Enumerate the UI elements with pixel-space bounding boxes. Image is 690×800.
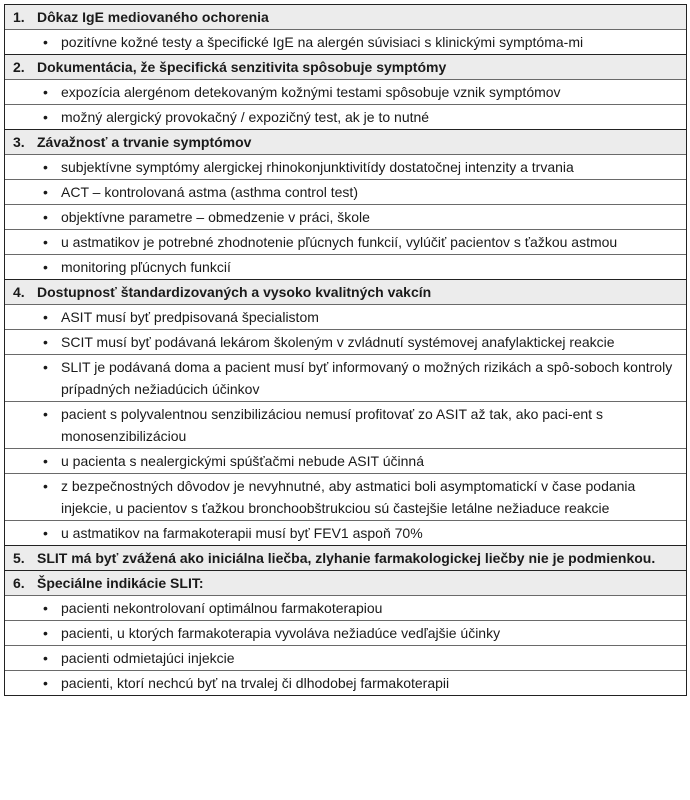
list-item <box>5 104 686 129</box>
section-header <box>5 54 686 79</box>
criteria-table <box>4 4 687 696</box>
list-item-text: SCIT musí byť podávaná lekárom školeným v zvládnutí systémovej anafylaktickej reakcie <box>61 334 615 350</box>
list-item-text: pacienti nekontrolovaní optimálnou farmakoterapiou <box>61 600 383 616</box>
section-number: 5. <box>13 550 25 566</box>
list-item-text: objektívne parametre – obmedzenie v práci, škole <box>61 209 370 225</box>
section-title: Dokumentácia, že špecifická senzitivita spôsobuje symptómy <box>37 59 447 75</box>
list-item-text: subjektívne symptómy alergickej rhinokonjunktivitídy dostatočnej intenzity a trvania <box>61 159 574 175</box>
section-title: Špeciálne indikácie SLIT: <box>37 575 204 591</box>
bullet-icon: • <box>43 625 48 641</box>
section-title: Dôkaz IgE mediovaného ochorenia <box>37 9 269 25</box>
section-header <box>5 129 686 154</box>
list-item <box>5 645 686 670</box>
list-item <box>5 448 686 473</box>
list-item <box>5 229 686 254</box>
list-item-text: pacient s polyvalentnou senzibilizáciou nemusí profitovať zo ASIT až tak, ako paci-ent s monosenzibilizáciou <box>61 406 603 444</box>
list-item <box>5 401 686 448</box>
list-item <box>5 304 686 329</box>
bullet-icon: • <box>43 34 48 50</box>
list-item-text: pacienti, u ktorých farmakoterapia vyvoláva nežiadúce vedľajšie účinky <box>61 625 501 641</box>
bullet-icon: • <box>43 109 48 125</box>
list-item-text: u astmatikov je potrebné zhodnotenie pľúcnych funkcií, vylúčiť pacientov s ťažkou astmou <box>61 234 618 250</box>
section-5 <box>5 545 686 570</box>
list-item-text: ACT – kontrolovaná astma (asthma control test) <box>61 184 358 200</box>
section-header <box>5 570 686 595</box>
section-header <box>5 545 686 570</box>
section-number: 6. <box>13 575 25 591</box>
list-item <box>5 520 686 545</box>
section-number: 1. <box>13 9 25 25</box>
list-item-text: z bezpečnostných dôvodov je nevyhnutné, aby astmatici boli asymptomatickí v čase podania injekcie, u pacientov s ťažkou bronchoobštrukciou sú častejšie letálne nežiaduce reakcie <box>61 478 636 516</box>
list-item-text: ASIT musí byť predpisovaná špecialistom <box>61 309 319 325</box>
bullet-icon: • <box>43 675 48 691</box>
bullet-icon: • <box>43 184 48 200</box>
bullet-icon: • <box>43 453 48 469</box>
bullet-icon: • <box>43 359 48 375</box>
list-item-text: pozitívne kožné testy a špecifické IgE na alergén súvisiaci s klinickými symptóma-mi <box>61 34 584 50</box>
bullet-icon: • <box>43 84 48 100</box>
section-header <box>5 279 686 304</box>
list-item <box>5 204 686 229</box>
bullet-icon: • <box>43 525 48 541</box>
list-item <box>5 29 686 54</box>
list-item <box>5 329 686 354</box>
section-4 <box>5 279 686 545</box>
section-title: Dostupnosť štandardizovaných a vysoko kvalitných vakcín <box>37 284 432 300</box>
section-number: 2. <box>13 59 25 75</box>
section-1 <box>5 5 686 54</box>
list-item-text: možný alergický provokačný / expozičný test, ak je to nutné <box>61 109 430 125</box>
list-item-text: u astmatikov na farmakoterapii musí byť FEV1 aspoň 70% <box>61 525 423 541</box>
list-item <box>5 79 686 104</box>
section-number: 4. <box>13 284 25 300</box>
bullet-icon: • <box>43 259 48 275</box>
section-6 <box>5 570 686 695</box>
list-item <box>5 670 686 695</box>
bullet-icon: • <box>43 209 48 225</box>
list-item <box>5 595 686 620</box>
section-header <box>5 5 686 29</box>
bullet-icon: • <box>43 234 48 250</box>
list-item-text: u pacienta s nealergickými spúšťačmi nebude ASIT účinná <box>61 453 424 469</box>
bullet-icon: • <box>43 406 48 422</box>
bullet-icon: • <box>43 334 48 350</box>
list-item <box>5 179 686 204</box>
bullet-icon: • <box>43 650 48 666</box>
section-2 <box>5 54 686 129</box>
section-number: 3. <box>13 134 25 150</box>
bullet-icon: • <box>43 478 48 494</box>
bullet-icon: • <box>43 600 48 616</box>
bullet-icon: • <box>43 309 48 325</box>
section-3 <box>5 129 686 279</box>
list-item <box>5 354 686 401</box>
list-item <box>5 154 686 179</box>
section-title: Závažnosť a trvanie symptómov <box>37 134 252 150</box>
list-item <box>5 254 686 279</box>
section-title: SLIT má byť zvážená ako iniciálna liečba, zlyhanie farmakologickej liečby nie je podmienkou. <box>37 550 656 566</box>
list-item <box>5 620 686 645</box>
list-item-text: monitoring pľúcnych funkcií <box>61 259 231 275</box>
list-item-text: expozícia alergénom detekovaným kožnými testami spôsobuje vznik symptómov <box>61 84 561 100</box>
list-item-text: pacienti, ktorí nechcú byť na trvalej či dlhodobej farmakoterapii <box>61 675 450 691</box>
bullet-icon: • <box>43 159 48 175</box>
list-item-text: pacienti odmietajúci injekcie <box>61 650 235 666</box>
list-item-text: SLIT je podávaná doma a pacient musí byť informovaný o možných rizikách a spô-soboch kontroly prípadných nežiadúcich účinkov <box>61 359 673 397</box>
list-item <box>5 473 686 520</box>
